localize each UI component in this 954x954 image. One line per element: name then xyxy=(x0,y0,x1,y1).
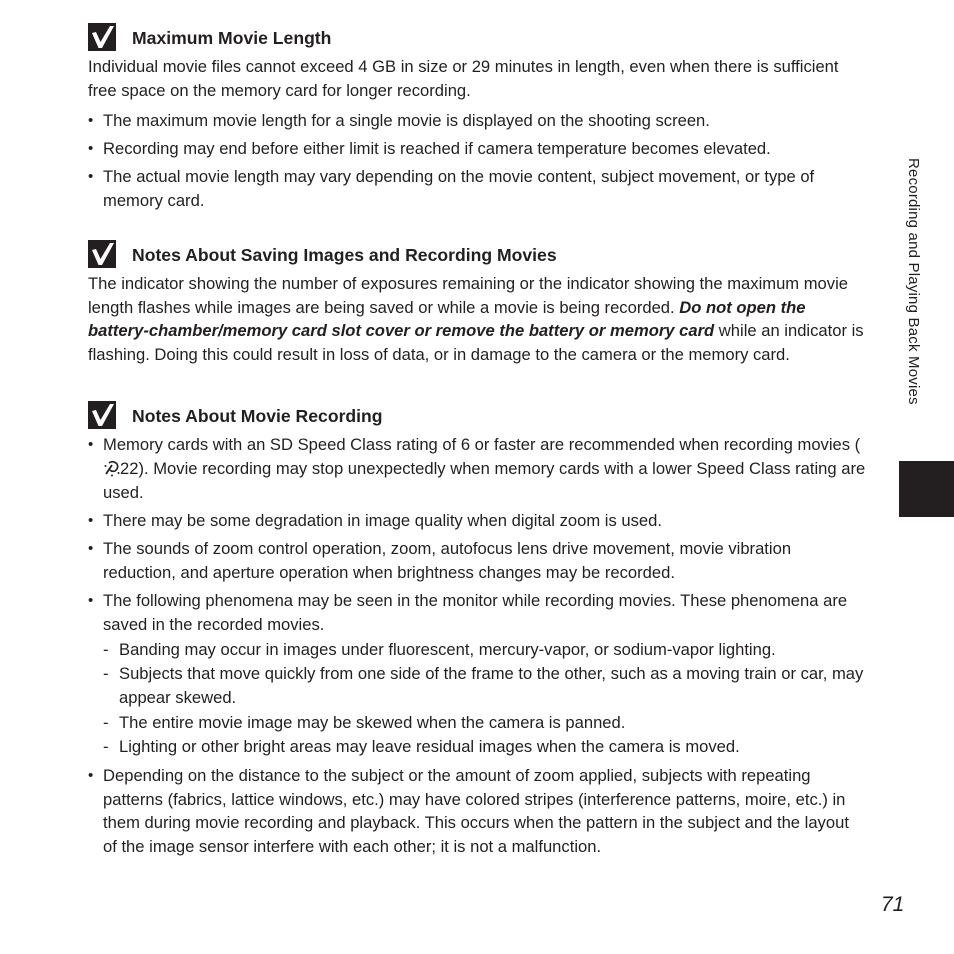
list-item-text: The maximum movie length for a single movie is displayed on the shooting screen. xyxy=(103,110,710,130)
bullet-list xyxy=(88,433,866,859)
bullet-marker: • xyxy=(88,111,94,129)
sub-list-item-text: Banding may occur in images under fluorescent, mercury-vapor, or sodium-vapor lighting. xyxy=(119,639,776,659)
section-title: Notes About Movie Recording xyxy=(132,406,383,427)
dash-marker: - xyxy=(103,712,109,732)
check-mark-icon xyxy=(88,240,116,268)
bullet-marker: • xyxy=(88,592,94,610)
reference-page-number: 22 xyxy=(120,458,139,478)
list-item xyxy=(88,165,866,213)
list-item xyxy=(88,589,866,759)
reference-page-icon xyxy=(103,460,120,477)
section-maximum-movie-length xyxy=(88,22,866,213)
section-movie-recording xyxy=(88,400,866,859)
list-item-text: The sounds of zoom control operation, zoom, autofocus lens drive movement, movie vibration reduction, and aperture operation when brightness changes may be recorded. xyxy=(103,539,792,582)
sub-list-item xyxy=(103,662,866,710)
section-heading xyxy=(88,239,866,269)
section-title: Maximum Movie Length xyxy=(132,28,332,49)
list-item xyxy=(88,509,866,533)
list-item-text: Memory cards with an SD Speed Class rating of 6 or faster are recommended when recording movies ( xyxy=(103,434,861,454)
section-paragraph xyxy=(88,272,866,367)
list-item-text: The following phenomena may be seen in the monitor while recording movies. These phenomena are saved in the recorded movies. xyxy=(103,591,848,635)
section-heading xyxy=(88,22,866,52)
list-item xyxy=(88,764,866,859)
list-item-text: Recording may end before either limit is reached if camera temperature becomes elevated. xyxy=(103,138,771,158)
page-content xyxy=(88,22,866,879)
chapter-tab xyxy=(899,461,954,517)
sub-list-item-text: Subjects that move quickly from one side of the frame to the other, such as a moving train or car, may appear skewed. xyxy=(119,664,864,708)
list-item xyxy=(88,537,866,585)
list-item-text: The actual movie length may vary depending on the movie content, subject movement, or type of memory card. xyxy=(103,167,815,210)
list-item xyxy=(88,109,866,133)
bullet-list xyxy=(88,109,866,213)
chapter-side-label: Recording and Playing Back Movies xyxy=(905,158,922,405)
check-mark-icon xyxy=(88,23,116,51)
sub-list-item-text: Lighting or other bright areas may leave residual images when the camera is moved. xyxy=(119,737,740,757)
dash-marker: - xyxy=(103,639,109,659)
section-saving-images xyxy=(88,239,866,367)
paragraph-text: The indicator showing the number of exposures remaining or the indicator showing the maximum movie length flashes while images are being saved or while a movie is being recorded. xyxy=(88,273,848,317)
list-item-text: There may be some degradation in image quality when digital zoom is used. xyxy=(103,510,662,530)
sub-list-item xyxy=(103,638,866,662)
sub-list-item-text: The entire movie image may be skewed when the camera is panned. xyxy=(119,712,626,732)
list-item xyxy=(88,137,866,161)
sub-list-item xyxy=(103,735,866,759)
paragraph-text: while an indicator is flashing. Doing this could result in loss of data, or in damage to the camera or the memory card. xyxy=(88,321,864,365)
bullet-marker: • xyxy=(88,168,94,186)
section-heading xyxy=(88,400,866,430)
bullet-marker: • xyxy=(88,766,94,784)
sub-list-item xyxy=(103,711,866,735)
dash-marker: - xyxy=(103,664,109,684)
bullet-marker: • xyxy=(88,139,94,157)
section-title: Notes About Saving Images and Recording Movies xyxy=(132,244,557,265)
list-item-text: ). Movie recording may stop unexpectedly when memory cards with a lower Speed Class rating are used. xyxy=(103,458,866,502)
section-intro: Individual movie files cannot exceed 4 GB in size or 29 minutes in length, even when there is sufficient free space on the memory card for longer recording. xyxy=(88,57,839,100)
sub-list xyxy=(103,638,866,759)
warning-emphasis: Do not open the battery-chamber/memory card slot cover or remove the battery or memory card xyxy=(88,297,806,341)
bullet-marker: • xyxy=(88,540,94,558)
check-mark-icon xyxy=(88,401,116,429)
dash-marker: - xyxy=(103,737,109,757)
list-item-text: Depending on the distance to the subject or the amount of zoom applied, subjects with repeating patterns (fabrics, lattice windows, etc.) may have colored stripes (interference patterns, moire, etc.) in them during movie recording and playback. This occurs when the pattern in the subject and the layout of the image sensor interfere with each other; it is not a malfunction. xyxy=(103,765,849,857)
bullet-marker: • xyxy=(88,511,94,529)
page-number: 71 xyxy=(881,893,905,916)
list-item xyxy=(88,433,866,504)
bullet-marker: • xyxy=(88,435,94,453)
